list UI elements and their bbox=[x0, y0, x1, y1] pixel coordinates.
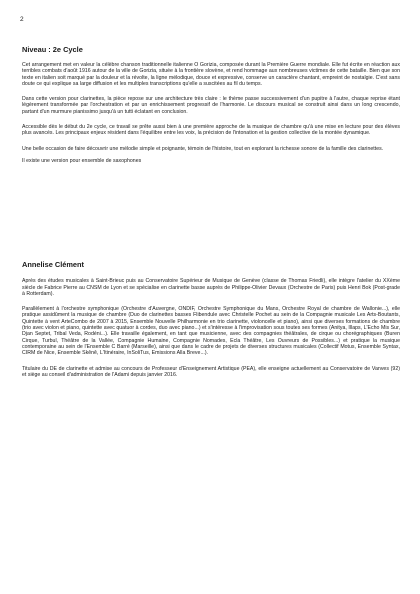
level-paragraph-5: Il existe une version pour ensemble de saxophones bbox=[22, 157, 142, 164]
level-paragraph-1: Cet arrangement met en valeur la célèbre chanson traditionnelle italienne O Gorizia, composée durant la Première Guerre mondiale. Elle fut écrite en réaction aux terribles combats d'août 1916 autour de la ville de Gorizia, située à la frontière slovène, et rend hommage aux nombreuses victimes de cette bataille. Bien que son texte en italien soit marqué par la douleur et la révolte, la ligne mélodique, douce et expressive, conserve un caractère chantant, empreint de nostalgie. C'est sans doute ce qui explique sa large diffusion et les multiples transcriptions qu'elle a suscitées au fil du temps. bbox=[22, 62, 400, 87]
author-paragraph-3: Titulaire du DE de clarinette et admise au concours de Professeur d'Enseignement Artistique (PEA), elle enseigne actuellement au Conservatoire de Vanves (92) et siège au conseil d'administration de l'Adami depuis janvier 2016. bbox=[22, 365, 400, 378]
level-paragraph-4: Une belle occasion de faire découvrir une mélodie simple et poignante, témoin de l'histoire, tout en explorant la richesse sonore de la famille des clarinettes. bbox=[22, 145, 384, 152]
page-number: 2 bbox=[20, 16, 24, 23]
level-paragraph-2: Dans cette version pour clarinettes, la pièce repose sur une architecture très claire : le thème passe successivement d'un pupitre à l'autre, chaque reprise étant légèrement transformée par l'orchestration et par un enrichissement progressif de l'harmonie. Le discours musical se construit ainsi dans un long crescendo, partant d'un murmure pianissimo jusqu'à un tutti éclatant en conclusion. bbox=[22, 96, 400, 115]
author-paragraph-1: Après des études musicales à Saint-Brieuc puis au Conservatoire Supérieur de Musique de Genève (classe de Thomas Friedli), elle intègre l'atelier du XXème siècle de Fabrice Pierre au CNSM de Lyon et se spécialise en clarinette basse auprès de Philippe-Olivier Devaux (Orchestre de Paris) puis Henri Bok (Post-grade à Rotterdam). bbox=[22, 278, 400, 297]
author-section bbox=[22, 260, 400, 378]
author-paragraph-2: Parallèlement à l'orchestre symphonique (Orchestre d'Auvergne, ONDIF, Orchestre Symphonique du Mans, Orchestre Royal de chambre de Wallonie...), elle pratique assidûment la musique de chambre (Duo de clarinettes basses Flibendule avec Christelle Pochet au sein de la Compagnie musicale Les Arts-Boutants, Quintette à vent ArteCombo de 2007 à 2015, Ensemble Nouvelle Philharmonie en trio clarinette, violoncelle et piano), ainsi que diverses formations de chambre (trio avec violon et piano, quintette avec quatuor à cordes, duo avec piano...) et s'intéresse à l'improvisation sous toutes ses formes (Anitya, Illaps, L'Echo Mis Sur, Djan Septet, Tribal Veda, Rodéni...). Elle travaille également, en tant que musicienne, avec des compagnies théâtrales, de cirque ou chorégraphiques (Buren Cirque, Turbul, Théâtre de la Vallée, Compagnie Humaine, Compagnie Nomades, Ecla Théâtre, Les Ouvreurs de Possibles...) et pratique la musique contemporaine au sein de l'Ensemble C Barré (Marseille), ainsi que dans le cadre de projets de diverses structures musicales (Collectif Motus, Ensemble Syntax, CIRM de Nice, Ensemble Skênê, L'Itinéraire, InSoliTus, Emissions Alla Breve...). bbox=[22, 306, 400, 357]
level-section bbox=[22, 45, 400, 164]
level-heading: Niveau : 2e Cycle bbox=[22, 45, 83, 54]
level-paragraph-3: Accessible dès le début du 2e cycle, ce travail se prête aussi bien à une première approche de la musique de chambre qu'à une mise en lecture pour des élèves plus avancés. Les principaux enjeux résident dans l'équilibre entre les voix, la précision de l'intonation et la gestion collective de la montée dynamique. bbox=[22, 124, 400, 137]
author-heading: Annelise Clément bbox=[22, 260, 85, 270]
